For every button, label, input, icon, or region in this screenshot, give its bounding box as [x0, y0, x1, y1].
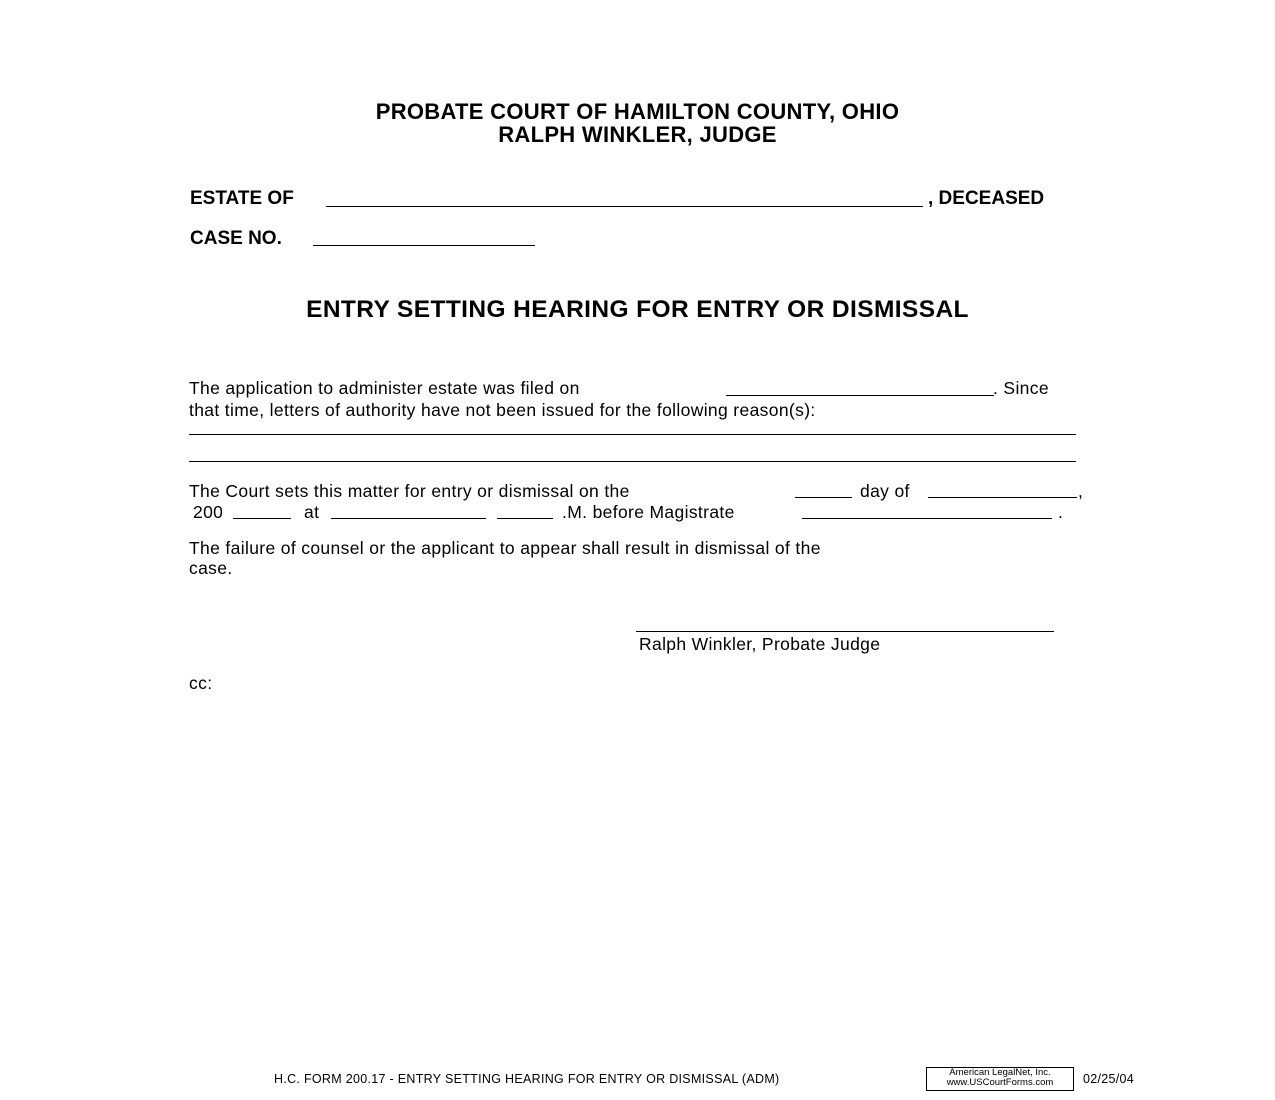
month-field[interactable] [928, 497, 1077, 498]
time-field[interactable] [331, 518, 486, 519]
application-filed-text: The application to administer estate was filed on [189, 378, 580, 398]
court-sets-text: The Court sets this matter for entry or dismissal on the [189, 481, 630, 501]
day-field[interactable] [795, 497, 852, 498]
judge-name: RALPH WINKLER, JUDGE [498, 122, 777, 147]
estate-name-field[interactable] [326, 206, 923, 207]
cc-label: cc: [189, 673, 213, 693]
since-text: . Since [993, 378, 1049, 398]
reason-line-2[interactable] [189, 461, 1076, 462]
form-date: 02/25/04 [1083, 1072, 1135, 1086]
court-name: PROBATE COURT OF HAMILTON COUNTY, OHIO [375, 99, 900, 124]
reason-line-1[interactable] [189, 434, 1076, 435]
am-pm-field[interactable] [497, 518, 553, 519]
filed-date-field[interactable] [726, 395, 994, 396]
judge-signature-name: Ralph Winkler, Probate Judge [639, 634, 881, 654]
at-text: at [304, 502, 320, 522]
publisher-stamp [926, 1067, 1074, 1091]
case-number-label: CASE NO. [190, 228, 282, 249]
form-number: H.C. FORM 200.17 - ENTRY SETTING HEARING FOR ENTRY OR DISMISSAL (ADM) [274, 1072, 780, 1086]
case-number-field[interactable] [313, 245, 535, 246]
estate-of-label: ESTATE OF [190, 188, 294, 209]
year-field[interactable] [233, 518, 291, 519]
letters-not-issued-text: that time, letters of authority have not been issued for the following reason(s): [189, 400, 816, 420]
failure-to-appear-text-2: case. [189, 558, 233, 578]
form-title: ENTRY SETTING HEARING FOR ENTRY OR DISMISSAL [306, 296, 969, 323]
deceased-label: , DECEASED [928, 188, 1045, 209]
failure-to-appear-text: The failure of counsel or the applicant to appear shall result in dismissal of the [189, 538, 821, 558]
magistrate-field[interactable] [802, 518, 1052, 519]
comma-text: , [1078, 481, 1084, 501]
day-of-text: day of [860, 481, 910, 501]
publisher-name: American LegalNet, Inc. [949, 1067, 1051, 1078]
before-magistrate-text: .M. before Magistrate [562, 502, 735, 522]
judge-signature-line[interactable] [636, 631, 1054, 632]
year-prefix-text: 200 [193, 502, 224, 522]
publisher-url: www.USCourtForms.com [946, 1077, 1054, 1088]
period-text: . [1058, 502, 1064, 522]
